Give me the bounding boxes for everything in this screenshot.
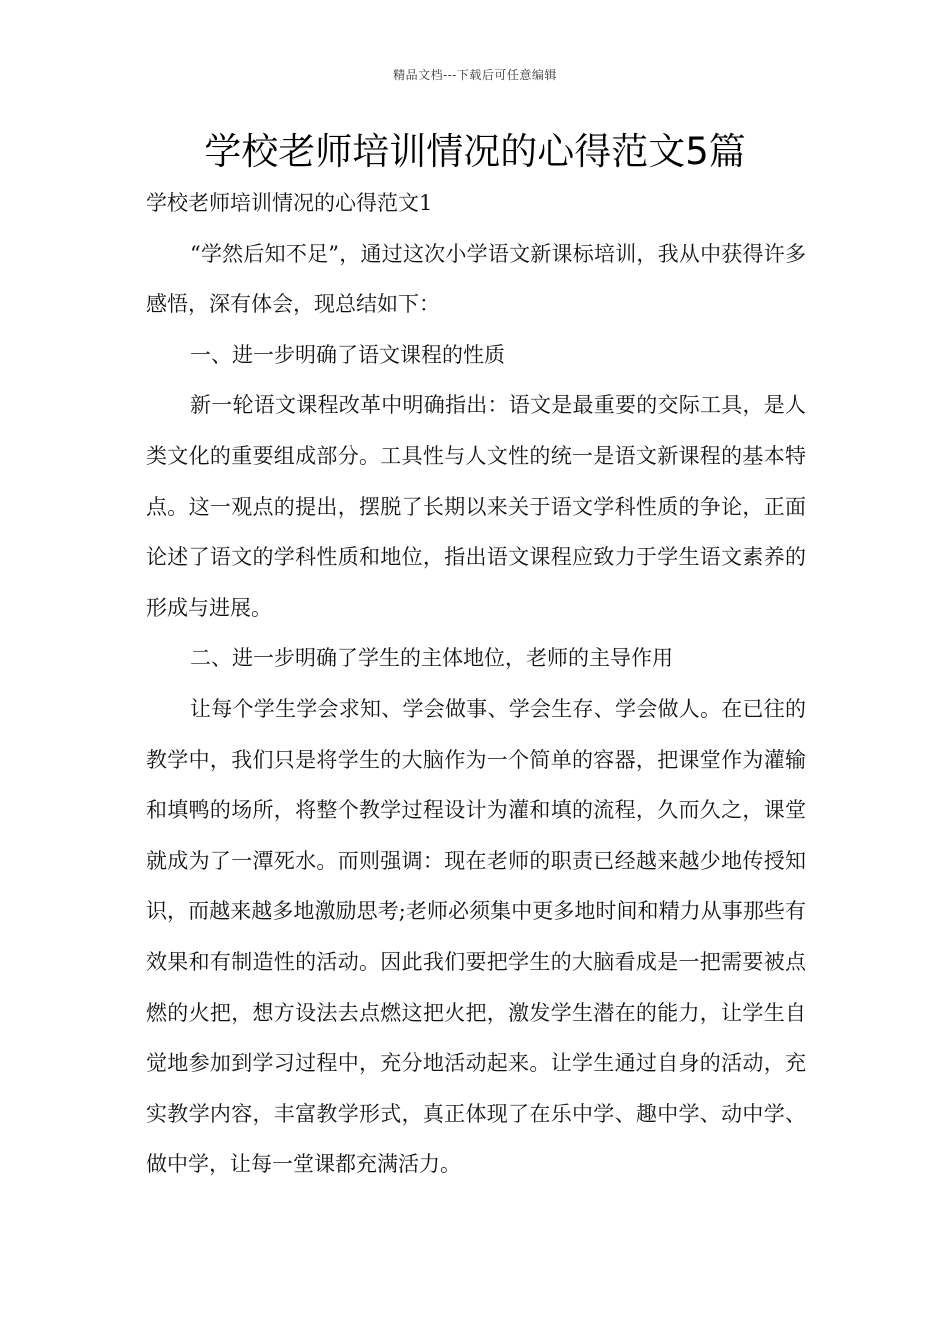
paragraph-section-2: 让每个学生学会求知、学会做事、学会生存、学会做人。在已往的教学中，我们只是将学生的大脑作为一个简单的容器，把课堂作为灌输和填鸭的场所，将整个教学过程设计为灌和填的流程，久而久之，课堂就成为了一潭死水。而则强调：现在老师的职责已经越来越少地传授知识，而越来越多地激励思考;老师必须集中更多地时间和精力从事那些有效果和有制造性的活动。因此我们要把学生的大脑看成是一把需要被点燃的火把，想方设法去点燃这把火把，激发学生潜在的能力，让学生自觉地参加到学习过程中，充分地活动起来。让学生通过自身的活动，充实教学内容，丰富教学形式，真正体现了在乐中学、趣中学、动中学、做中学，让每一堂课都充满活力。 (146, 696, 806, 1177)
document-body (146, 178, 806, 1190)
section-heading-2: 二、进一步明确了学生的主体地位，老师的主导作用 (190, 646, 673, 671)
document-title: 学校老师培训情况的心得范文5篇 (204, 130, 746, 173)
paragraph-intro: “学然后知不足”，通过这次小学语文新课标培训，我从中获得许多感悟，深有体会，现总结如下： (146, 241, 806, 317)
paragraph-section-1: 新一轮语文课程改革中明确指出：语文是最重要的交际工具，是人类文化的重要组成部分。工具性与人文性的统一是语文新课程的基本特点。这一观点的提出，摆脱了长期以来关于语文学科性质的争论，正面论述了语文的学科性质和地位，指出语文课程应致力于学生语文素养的形成与进展。 (146, 393, 806, 620)
section-heading-1: 一、进一步明确了语文课程的性质 (190, 342, 505, 367)
header-note: 精品文档---下载后可任意编辑 (393, 68, 557, 82)
document-subtitle: 学校老师培训情况的心得范文1 (146, 191, 433, 215)
